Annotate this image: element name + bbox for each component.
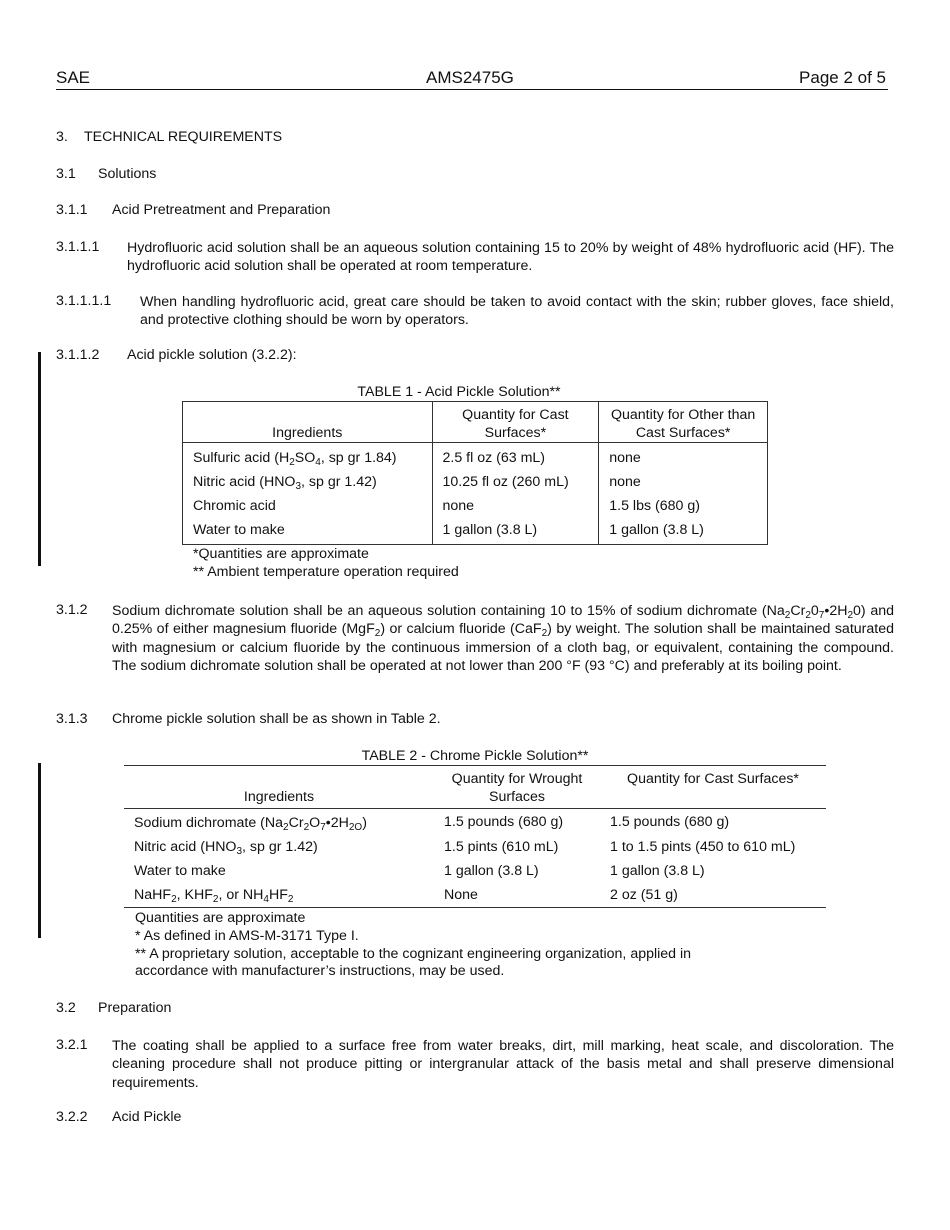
section-title: Preparation — [98, 1000, 172, 1016]
table-2-caption: TABLE 2 - Chrome Pickle Solution** — [361, 748, 589, 764]
paragraph-number: 3.1.1.1.1 — [56, 293, 112, 309]
paragraph-number: 3.1.1.2 — [56, 347, 100, 363]
table-row — [183, 443, 768, 471]
table-cell: 1 gallon (3.8 L) — [599, 518, 768, 545]
table-cell: 1 gallon (3.8 L) — [444, 863, 539, 879]
table-row — [124, 835, 826, 859]
table-2-chrome-pickle — [124, 765, 826, 908]
revision-bar — [38, 763, 41, 938]
section-title: Acid Pickle — [112, 1109, 182, 1125]
section-title: Solutions — [98, 166, 157, 182]
section-number: 3.2.2 — [56, 1109, 88, 1125]
table-row — [124, 809, 826, 836]
paragraph-number: 3.1.1.1 — [56, 239, 100, 255]
table-cell: Nitric acid ($HNO_3$, sp gr 1.42) — [183, 470, 433, 494]
table-2-note: Quantities are approximate — [135, 910, 306, 926]
column-header: Quantity for Cast Surfaces* — [600, 766, 826, 809]
table-row — [183, 470, 768, 494]
paragraph-number: 3.1.2 — [56, 602, 88, 618]
table-1-caption: TABLE 1 - Acid Pickle Solution** — [357, 384, 561, 400]
table-cell: 10.25 fl oz (260 mL) — [432, 470, 599, 494]
table-cell: None — [434, 883, 600, 908]
section-title: TECHNICAL REQUIREMENTS — [84, 129, 283, 145]
section-number: 3.1 — [56, 166, 76, 182]
table-row — [183, 494, 768, 518]
table-cell: 2.5 fl oz (63 mL) — [432, 443, 599, 471]
page-header — [56, 68, 888, 90]
paragraph-3-2-1: The coating shall be applied to a surface free from water breaks, dirt, mill marking, heat scale, and discoloration. The cleaning procedure shall not produce pitting or intergranular attack of the basis metal and shall preserve dimensional requirements. — [112, 1038, 894, 1091]
table-cell: 1 gallon (3.8 L) — [432, 518, 599, 545]
table-cell: NaHF$_2$, $KHF_2$, or $NH_4HF_2$ — [124, 883, 434, 908]
revision-bar — [38, 352, 41, 566]
table-2-note: accordance with manufacturer’s instructions, may be used. — [135, 963, 505, 979]
table-cell: Water to make — [183, 518, 433, 545]
section-3-2-heading — [56, 1000, 172, 1016]
section-title: Acid Pretreatment and Preparation — [112, 202, 331, 218]
table-cell: Sodium dichromate $(Na_2Cr_2O_7•2H_{2O})$ — [134, 815, 367, 833]
header-page-number: Page 2 of 5 — [799, 68, 886, 87]
paragraph-3-1-1-1-1: When handling hydrofluoric acid, great care should be taken to avoid contact with the skin; rubber gloves, face shield, and protective clothing should be worn by operators. — [140, 294, 894, 329]
paragraph-number: 3.1.3 — [56, 711, 88, 727]
paragraph-3-1-2: Sodium dichromate solution shall be an aqueous solution containing 10 to 15% of sodium dichromate $(Na_2Cr_20_7•2H_20)$ and 0.25% of either magnesium fluoride (MgF$_2$) or calcium fluoride (CaF$_2$) by weight. The solution shall be maintained saturated with magnesium or calcium fluoride by the continuous immersion of a cloth bag, or equivalent, containing the compound. The sodium dichromate solution shall be operated at not lower than 200 °F (93 °C) and preferably at its boiling point. — [112, 603, 894, 674]
table-cell: 2 oz (51 g) — [600, 883, 826, 908]
section-3-1-1-heading — [56, 202, 331, 218]
section-3-heading — [56, 129, 283, 145]
table-cell: none — [599, 470, 768, 494]
column-header: Quantity for Wrought Surfaces — [434, 766, 600, 809]
column-header: Ingredients — [183, 402, 433, 443]
paragraph-3-1-1-1: Hydrofluoric acid solution shall be an aqueous solution containing 15 to 20% by weight of 48% hydrofluoric acid (HF). The hydrofluoric acid solution shall be operated at room temperature. — [127, 240, 894, 275]
table-1-acid-pickle — [182, 401, 768, 545]
paragraph-3-1-1-2: Acid pickle solution (3.2.2): — [127, 347, 297, 363]
table-cell: 1.5 pounds (680 g) — [444, 814, 564, 830]
section-3-1-heading — [56, 166, 157, 182]
table-row — [183, 518, 768, 545]
table-cell: 1.5 pounds (680 g) — [610, 814, 730, 830]
section-number: 3.2 — [56, 1000, 76, 1016]
table-cell: Nitric acid ($HNO_3$, sp gr 1.42) — [134, 839, 318, 857]
header-doc-number: AMS2475G — [426, 68, 514, 87]
table-cell: none — [432, 494, 599, 518]
table-1-note: *Quantities are approximate — [193, 546, 369, 562]
header-org: SAE — [56, 68, 91, 87]
section-number: 3. — [56, 129, 68, 145]
paragraph-number: 3.2.1 — [56, 1037, 88, 1053]
table-1-note: ** Ambient temperature operation required — [193, 564, 459, 580]
table-cell: none — [599, 443, 768, 471]
table-2-note: * As defined in AMS-M-3171 Type I. — [135, 928, 359, 944]
table-cell: 1.5 pints (610 mL) — [444, 839, 559, 855]
section-3-2-2-heading — [56, 1109, 182, 1125]
table-2-note: ** A proprietary solution, acceptable to the cognizant engineering organization, applied in — [135, 946, 692, 962]
table-cell: 1 gallon (3.8 L) — [610, 863, 705, 879]
column-header: Ingredients — [124, 766, 434, 809]
table-cell: 1.5 lbs (680 g) — [599, 494, 768, 518]
table-row — [124, 859, 826, 883]
column-header: Quantity for Other than Cast Surfaces* — [599, 402, 768, 443]
paragraph-3-1-3: Chrome pickle solution shall be as shown in Table 2. — [112, 711, 441, 727]
column-header: Quantity for Cast Surfaces* — [432, 402, 599, 443]
table-row — [124, 883, 826, 908]
section-number: 3.1.1 — [56, 202, 88, 218]
table-cell: Water to make — [134, 863, 226, 879]
table-cell: Sulfuric acid ($H_2SO_4$, sp gr 1.84) — [183, 443, 433, 471]
table-cell: Chromic acid — [183, 494, 433, 518]
table-cell: 1 to 1.5 pints (450 to 610 mL) — [610, 839, 796, 855]
